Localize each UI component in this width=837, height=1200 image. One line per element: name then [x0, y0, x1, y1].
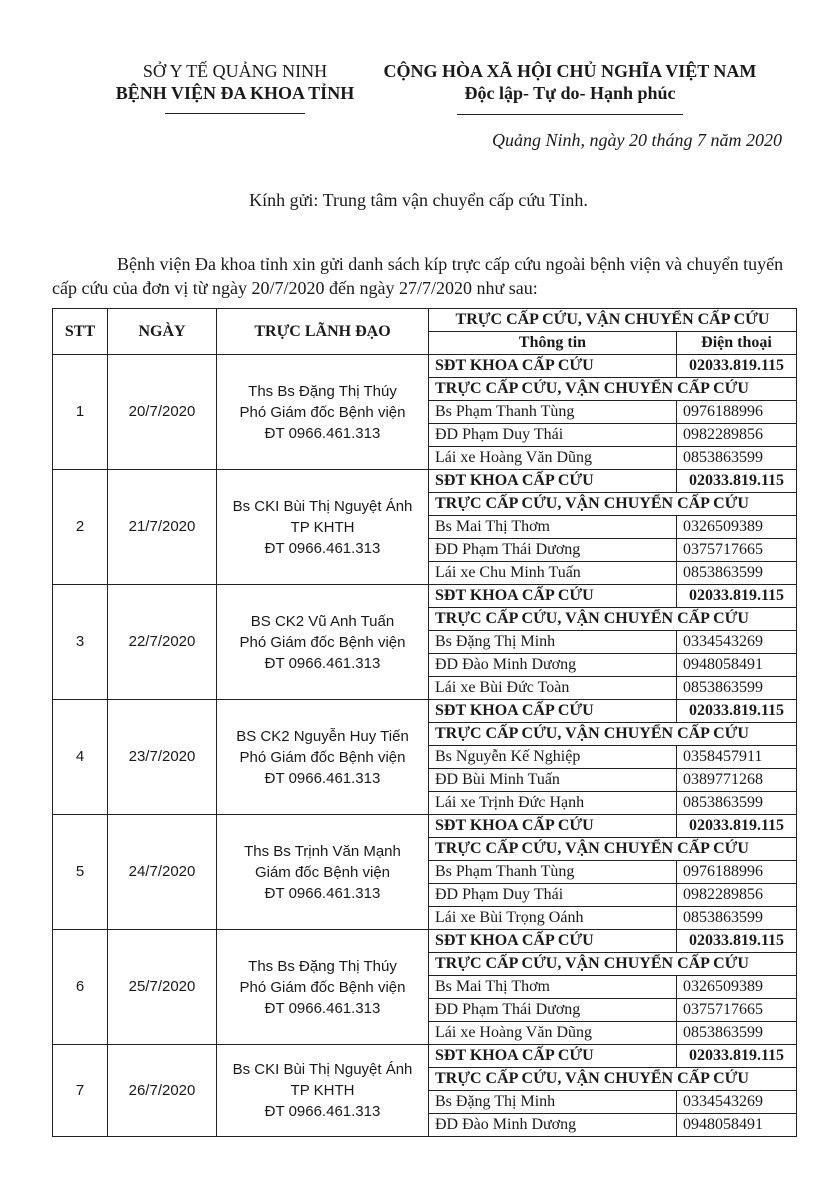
staff-phone: 0358457911	[677, 746, 797, 769]
row-leader	[217, 930, 429, 1045]
staff-name: ĐD Phạm Duy Thái	[429, 424, 677, 447]
row-date: 23/7/2020	[108, 700, 217, 815]
staff-name: ĐD Phạm Duy Thái	[429, 884, 677, 907]
table-row	[53, 1045, 797, 1068]
org-line-1: SỞ Y TẾ QUẢNG NINH	[142, 61, 328, 81]
duty-subheader: TRỰC CẤP CỨU, VẬN CHUYỂN CẤP CỨU	[429, 723, 797, 746]
leader-line: Bs CKI Bùi Thị Nguyệt Ánh	[232, 497, 413, 515]
leader-line: Bs CKI Bùi Thị Nguyệt Ánh	[232, 1061, 413, 1078]
leader-line: ĐT 0966.461.313	[264, 769, 381, 787]
greeting: Kính gửi: Trung tâm vận chuyển cấp cứu Tỉnh.	[249, 190, 588, 210]
leader-line: ĐT 0966.461.313	[264, 424, 381, 442]
leader-line: Phó Giám đốc Bệnh viện	[239, 403, 406, 421]
table-row	[53, 585, 797, 608]
duty-subheader: TRỰC CẤP CỨU, VẬN CHUYỂN CẤP CỨU	[429, 1068, 797, 1091]
row-leader	[217, 470, 429, 585]
leader-line: TP KHTH	[290, 518, 355, 536]
row-stt: 2	[53, 470, 108, 585]
row-leader	[217, 1045, 429, 1137]
leader-line: ĐT 0966.461.313	[264, 999, 381, 1017]
leader-line: BS CK2 Vũ Anh Tuấn	[250, 612, 395, 630]
col-info-header: Thông tin	[429, 332, 677, 355]
hotline-label: SĐT KHOA CẤP CỨU	[429, 700, 677, 723]
staff-phone: 0982289856	[677, 884, 797, 907]
leader-line: Phó Giám đốc Bệnh viện	[239, 978, 406, 996]
staff-name: Bs Phạm Thanh Tùng	[429, 861, 677, 884]
leader-line: ĐT 0966.461.313	[264, 884, 381, 902]
national-motto-block	[360, 60, 780, 115]
issuer-underline	[165, 113, 305, 114]
row-date: 21/7/2020	[108, 470, 217, 585]
leader-line: ĐT 0966.461.313	[264, 654, 381, 672]
staff-name: ĐD Đào Minh Dương	[429, 654, 677, 677]
row-leader	[217, 815, 429, 930]
staff-name: Lái xe Hoàng Văn Dũng	[429, 1022, 677, 1045]
col-leader-header: TRỰC LÃNH ĐẠO	[217, 309, 429, 355]
col-group-header: TRỰC CẤP CỨU, VẬN CHUYỂN CẤP CỨU	[429, 309, 797, 332]
place-date: Quảng Ninh, ngày 20 tháng 7 năm 2020	[492, 130, 782, 150]
staff-name: Lái xe Hoàng Văn Dũng	[429, 447, 677, 470]
table-row	[53, 700, 797, 723]
intro-paragraph: Bệnh viện Đa khoa tỉnh xin gửi danh sách kíp trực cấp cứu ngoài bệnh viện và chuyển tuyến cấp cứu của đơn vị từ ngày 20/7/2020 đến ngày 27/7/2020 như sau:	[52, 254, 784, 298]
motto-underline	[457, 114, 683, 115]
leader-line: Phó Giám đốc Bệnh viện	[239, 633, 406, 651]
hotline-number: 02033.819.115	[677, 470, 797, 493]
col-stt-header: STT	[53, 309, 108, 355]
row-date: 22/7/2020	[108, 585, 217, 700]
table-row	[53, 815, 797, 838]
row-date: 20/7/2020	[108, 355, 217, 470]
row-stt: 5	[53, 815, 108, 930]
staff-phone: 0948058491	[677, 654, 797, 677]
staff-phone: 0375717665	[677, 539, 797, 562]
row-stt: 4	[53, 700, 108, 815]
hotline-label: SĐT KHOA CẤP CỨU	[429, 585, 677, 608]
hotline-number: 02033.819.115	[677, 930, 797, 953]
staff-name: ĐD Đào Minh Dương	[429, 1114, 677, 1137]
col-date-header: NGÀY	[108, 309, 217, 355]
staff-phone: 0334543269	[677, 631, 797, 654]
nation-line-2: Độc lập- Tự do- Hạnh phúc	[464, 83, 676, 103]
staff-name: Lái xe Bùi Trọng Oánh	[429, 907, 677, 930]
duty-subheader: TRỰC CẤP CỨU, VẬN CHUYỂN CẤP CỨU	[429, 838, 797, 861]
table-row	[53, 470, 797, 493]
staff-phone: 0853863599	[677, 447, 797, 470]
staff-phone: 0976188996	[677, 861, 797, 884]
row-stt: 6	[53, 930, 108, 1045]
row-leader	[217, 355, 429, 470]
duty-subheader: TRỰC CẤP CỨU, VẬN CHUYỂN CẤP CỨU	[429, 493, 797, 516]
staff-name: Lái xe Trịnh Đức Hạnh	[429, 792, 677, 815]
staff-name: Bs Mai Thị Thơm	[429, 516, 677, 539]
staff-phone: 0982289856	[677, 424, 797, 447]
staff-name: ĐD Phạm Thái Dương	[429, 999, 677, 1022]
leader-line: Giám đốc Bệnh viện	[254, 863, 391, 881]
roster-body	[53, 355, 797, 1137]
row-date: 25/7/2020	[108, 930, 217, 1045]
nation-line-1: CỘNG HÒA XÃ HỘI CHỦ NGHĨA VIỆT NAM	[383, 61, 757, 81]
hotline-label: SĐT KHOA CẤP CỨU	[429, 815, 677, 838]
staff-phone: 0976188996	[677, 401, 797, 424]
staff-phone: 0948058491	[677, 1114, 797, 1137]
org-line-2: BỆNH VIỆN ĐA KHOA TỈNH	[115, 83, 355, 103]
issuer-block	[70, 60, 400, 114]
staff-phone: 0389771268	[677, 769, 797, 792]
staff-name: ĐD Phạm Thái Dương	[429, 539, 677, 562]
table-header-row	[53, 309, 797, 332]
hotline-label: SĐT KHOA CẤP CỨU	[429, 355, 677, 378]
staff-phone: 0853863599	[677, 907, 797, 930]
hotline-label: SĐT KHOA CẤP CỨU	[429, 1045, 677, 1068]
row-date: 24/7/2020	[108, 815, 217, 930]
staff-name: Bs Mai Thị Thơm	[429, 976, 677, 999]
leader-line: ĐT 0966.461.313	[264, 1103, 381, 1120]
staff-name: ĐD Bùi Minh Tuấn	[429, 769, 677, 792]
hotline-number: 02033.819.115	[677, 700, 797, 723]
leader-line: Phó Giám đốc Bệnh viện	[239, 748, 406, 766]
staff-name: Lái xe Chu Minh Tuấn	[429, 562, 677, 585]
staff-phone: 0853863599	[677, 792, 797, 815]
row-stt: 7	[53, 1045, 108, 1137]
row-stt: 3	[53, 585, 108, 700]
row-stt: 1	[53, 355, 108, 470]
duty-subheader: TRỰC CẤP CỨU, VẬN CHUYỂN CẤP CỨU	[429, 378, 797, 401]
staff-phone: 0853863599	[677, 1022, 797, 1045]
leader-line: Ths Bs Đặng Thị Thúy	[248, 382, 397, 400]
row-leader	[217, 700, 429, 815]
duty-roster-table	[52, 308, 797, 1137]
table-row	[53, 355, 797, 378]
staff-phone: 0853863599	[677, 677, 797, 700]
col-phone-header: Điện thoại	[677, 332, 797, 355]
staff-name: Bs Nguyễn Kế Nghiệp	[429, 746, 677, 769]
staff-phone: 0375717665	[677, 999, 797, 1022]
duty-subheader: TRỰC CẤP CỨU, VẬN CHUYỂN CẤP CỨU	[429, 608, 797, 631]
leader-line: TP KHTH	[290, 1082, 355, 1099]
staff-name: Lái xe Bùi Đức Toàn	[429, 677, 677, 700]
staff-phone: 0326509389	[677, 976, 797, 999]
row-leader	[217, 585, 429, 700]
hotline-label: SĐT KHOA CẤP CỨU	[429, 930, 677, 953]
leader-line: Ths Bs Đặng Thị Thúy	[248, 957, 397, 975]
staff-phone: 0853863599	[677, 562, 797, 585]
leader-line: BS CK2 Nguyễn Huy Tiến	[236, 727, 409, 745]
hotline-number: 02033.819.115	[677, 815, 797, 838]
hotline-number: 02033.819.115	[677, 1045, 797, 1068]
staff-name: Bs Đặng Thị Minh	[429, 631, 677, 654]
hotline-number: 02033.819.115	[677, 355, 797, 378]
table-row	[53, 930, 797, 953]
hotline-number: 02033.819.115	[677, 585, 797, 608]
hotline-label: SĐT KHOA CẤP CỨU	[429, 470, 677, 493]
leader-line: Ths Bs Trịnh Văn Mạnh	[244, 842, 401, 860]
staff-name: Bs Phạm Thanh Tùng	[429, 401, 677, 424]
leader-line: ĐT 0966.461.313	[264, 539, 381, 557]
staff-phone: 0334543269	[677, 1091, 797, 1114]
staff-name: Bs Đặng Thị Minh	[429, 1091, 677, 1114]
row-date: 26/7/2020	[108, 1045, 217, 1137]
duty-subheader: TRỰC CẤP CỨU, VẬN CHUYỂN CẤP CỨU	[429, 953, 797, 976]
staff-phone: 0326509389	[677, 516, 797, 539]
